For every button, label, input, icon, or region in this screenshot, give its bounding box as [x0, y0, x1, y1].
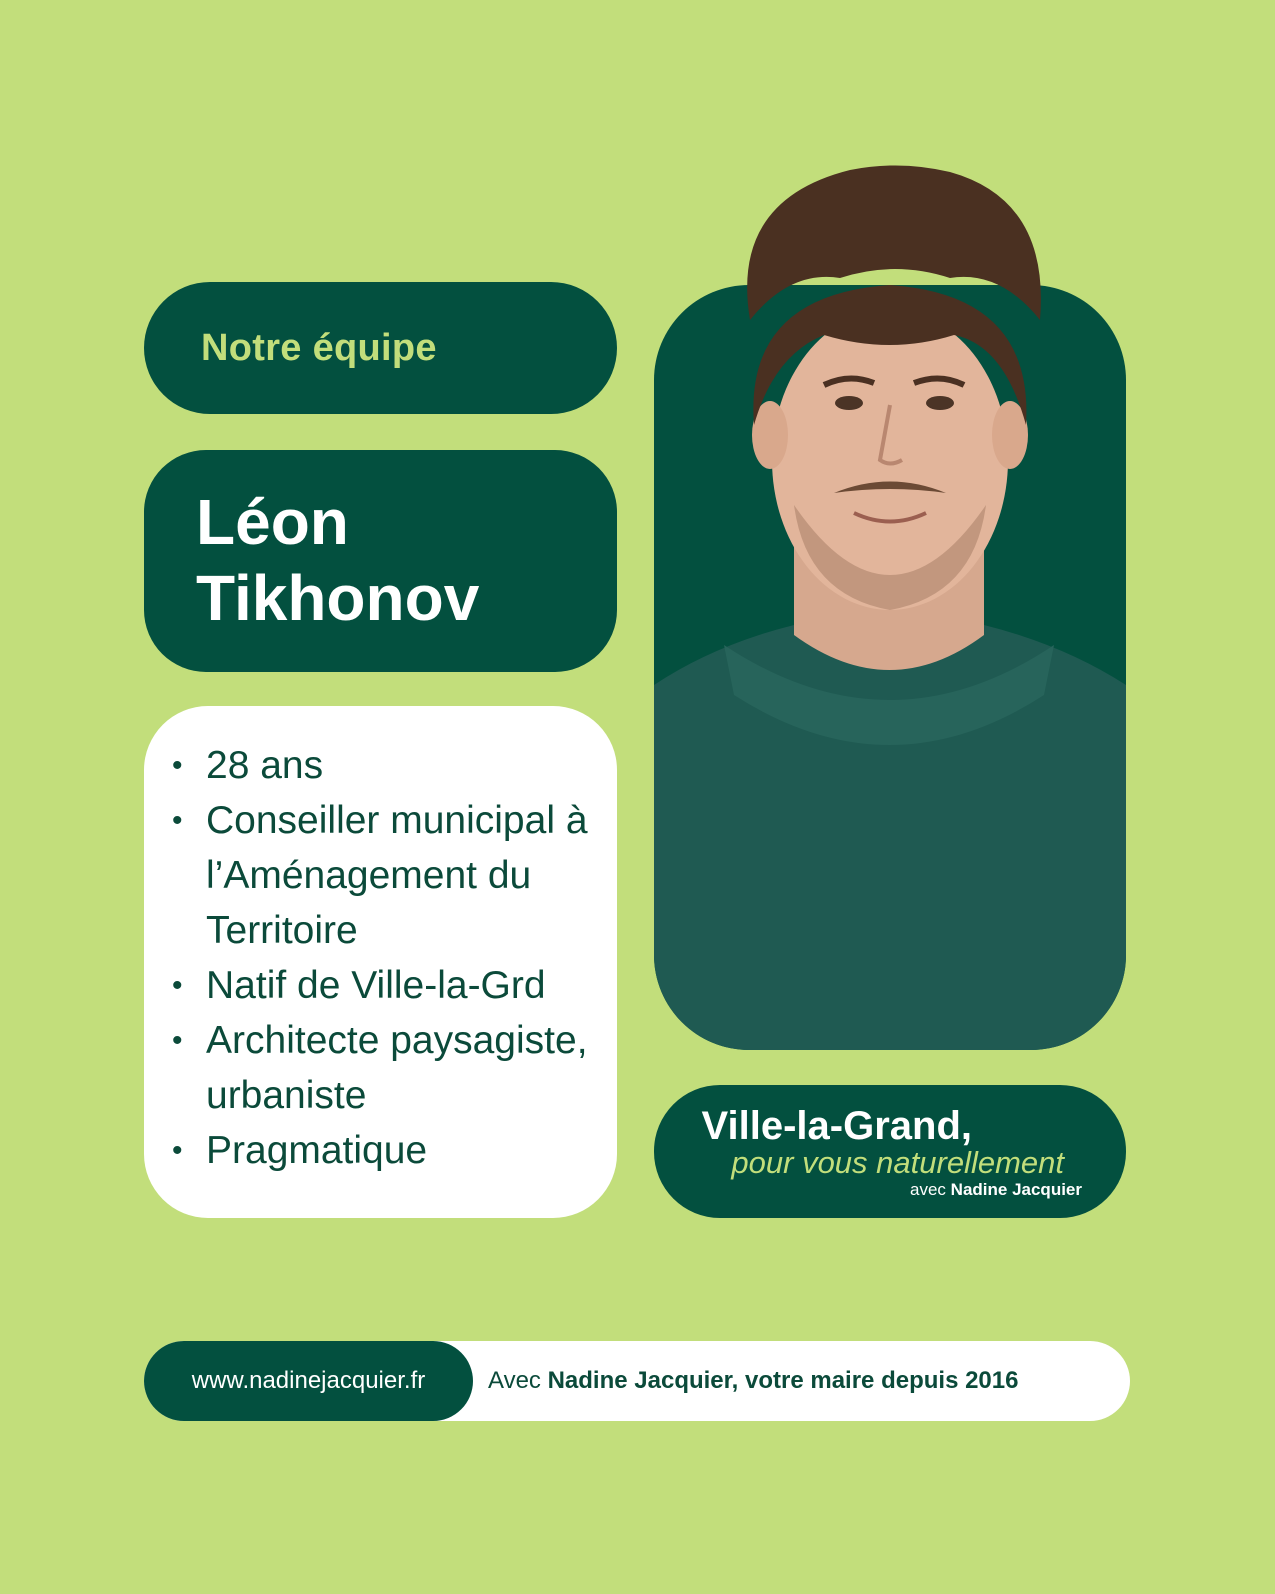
footer-text — [488, 1341, 1018, 1421]
facts-list — [170, 738, 617, 1178]
info-card — [144, 706, 617, 1218]
fact-item — [170, 1013, 646, 1123]
slogan-title: Ville-la-Grand, — [701, 1104, 972, 1148]
slogan-badge — [654, 1085, 1126, 1218]
fact-text: 28 ans — [206, 744, 324, 787]
bullet-icon: • — [172, 1024, 183, 1057]
fact-text: Architecte paysagiste, urbaniste — [206, 1019, 588, 1117]
slogan-subtitle: pour vous naturellement — [731, 1145, 1064, 1180]
fact-item — [170, 1123, 646, 1178]
fact-item — [170, 958, 646, 1013]
website-link[interactable]: www.nadinejacquier.fr — [144, 1341, 473, 1421]
fact-item — [170, 738, 646, 793]
name-card — [144, 450, 617, 672]
fact-item — [170, 793, 646, 958]
slogan-with — [654, 1179, 1082, 1201]
portrait-photo — [654, 285, 1126, 1050]
bullet-icon: • — [172, 1134, 183, 1167]
hair-overflow-graphic — [730, 160, 1060, 320]
bullet-icon: • — [172, 749, 183, 782]
slogan-with-name: Nadine Jacquier — [950, 1180, 1082, 1199]
footer-bold-text: Nadine Jacquier, votre maire depuis 2016 — [547, 1367, 1019, 1394]
bullet-icon: • — [172, 804, 183, 837]
team-label-pill — [144, 282, 617, 414]
first-name: Léon — [196, 486, 349, 558]
last-name: Tikhonov — [196, 562, 480, 634]
fact-text: Pragmatique — [206, 1129, 428, 1172]
fact-text: Conseiller municipal à l’Aménagement du Territoire — [206, 799, 588, 952]
slogan-with-prefix: avec — [910, 1180, 946, 1199]
team-label: Notre équipe — [201, 326, 437, 369]
fact-text: Natif de Ville-la-Grd — [206, 964, 546, 1007]
footer-prefix: Avec — [488, 1367, 541, 1394]
bullet-icon: • — [172, 969, 183, 1002]
portrait-frame — [654, 285, 1126, 1050]
